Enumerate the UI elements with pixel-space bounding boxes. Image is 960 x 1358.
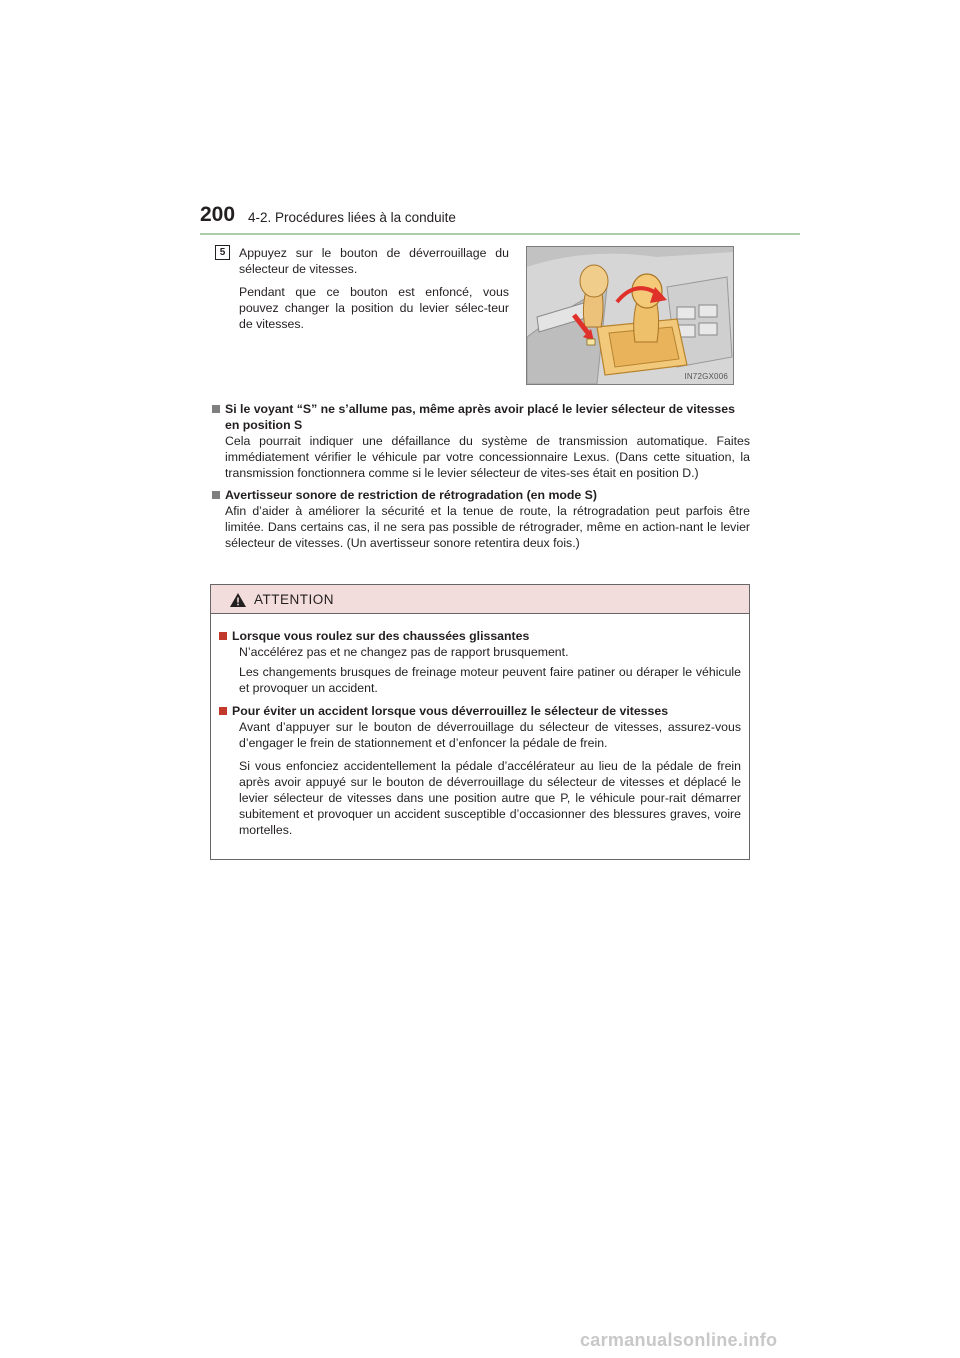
- attention-item: [219, 628, 741, 696]
- attention-item: [219, 703, 741, 838]
- note-item: [212, 401, 750, 481]
- square-bullet-icon: [212, 491, 220, 499]
- step-detail: Pendant que ce bouton est enfoncé, vous pouvez changer la position du levier sélec-teur de vitesses.: [239, 285, 509, 331]
- attention-paragraph: Si vous enfonciez accidentellement la pédale d’accélérateur au lieu de la pédale de frein après avoir appuyé sur le bouton de déverrouillage du sélecteur de vitesses et déplacé le levier sélecteur de vitesses dans une position autre que P, le véhicule pour-rait démarrer subitement et provoquer un accident susceptible d’occasionner des blessures graves, voire mortelles.: [239, 759, 741, 837]
- step-number-badge: 5: [215, 245, 230, 260]
- figure-code: IN72GX006: [684, 372, 728, 381]
- header-rule: [200, 233, 800, 235]
- shift-lever-drawing: [527, 247, 733, 384]
- step-instruction: Appuyez sur le bouton de déverrouillage du sélecteur de vitesses.: [239, 246, 509, 276]
- note-title: Avertisseur sonore de restriction de rétrogradation (en mode S): [225, 488, 597, 502]
- attention-box: [210, 584, 750, 860]
- attention-paragraph: Avant d’appuyer sur le bouton de déverrouillage du sélecteur de vitesses, assurez-vous d’engager le frein de stationnement et d’enfoncer la pédale de frein.: [239, 720, 741, 750]
- watermark: carmanualsonline.info: [580, 1330, 778, 1350]
- shift-lever-illustration: [526, 246, 734, 385]
- notes-section: [212, 401, 750, 557]
- attention-body: [211, 614, 749, 838]
- attention-paragraph: Les changements brusques de freinage moteur peuvent faire patiner ou déraper le véhicule et provoquer un accident.: [239, 665, 741, 695]
- square-bullet-icon: [212, 405, 220, 413]
- note-body: Afin d’aider à améliorer la sécurité et la tenue de route, la rétrogradation peut parfois être limitée. Dans certains cas, il ne sera pas possible de rétrograder, même en action-nant le levier sélecteur de vitesses. (Un avertisseur sonore retentira deux fois.): [225, 504, 750, 550]
- step-text: [239, 245, 509, 339]
- note-item: [212, 487, 750, 551]
- attention-item-title: Pour éviter un accident lorsque vous déverrouillez le sélecteur de vitesses: [232, 704, 669, 718]
- red-square-bullet-icon: [219, 707, 227, 715]
- red-square-bullet-icon: [219, 632, 227, 640]
- section-title: 4-2. Procédures liées à la conduite: [248, 210, 456, 225]
- note-body: Cela pourrait indiquer une défaillance du système de transmission automatique. Faites immédiatement vérifier le véhicule par votre concessionnaire Lexus. (Dans cette situation, la transmission fonctionnera comme si le levier sélecteur de vites-ses était en position D.): [225, 434, 750, 480]
- attention-paragraph: N’accélérez pas et ne changez pas de rapport brusquement.: [239, 645, 569, 659]
- page-number: 200: [200, 203, 236, 226]
- page-header: [200, 203, 800, 235]
- warning-triangle-icon: [229, 592, 247, 608]
- attention-item-title: Lorsque vous roulez sur des chaussées glissantes: [232, 629, 530, 643]
- note-title: Si le voyant “S” ne s’allume pas, même après avoir placé le levier sélecteur de vitesses en position S: [225, 402, 735, 432]
- attention-header: [211, 585, 749, 614]
- attention-title: ATTENTION: [254, 592, 334, 607]
